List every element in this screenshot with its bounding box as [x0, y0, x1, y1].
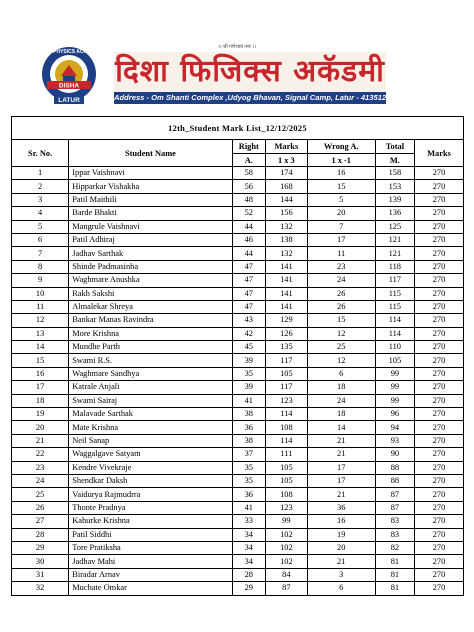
cell-marks: 174: [266, 167, 308, 180]
cell-marks: 156: [266, 207, 308, 220]
table-row: [12, 180, 464, 193]
table-row: [12, 220, 464, 233]
cell-student-name: Swami R.S.: [69, 354, 232, 367]
cell-wrong: 6: [307, 367, 375, 380]
cell-right: 47: [232, 260, 265, 273]
col-right-bottom: A.: [232, 154, 265, 167]
cell-out-of: 270: [415, 314, 464, 327]
cell-out-of: 270: [415, 300, 464, 313]
cell-wrong: 26: [307, 300, 375, 313]
cell-right: 39: [232, 381, 265, 394]
cell-student-name: Kendre Vivekraje: [69, 461, 232, 474]
cell-out-of: 270: [415, 220, 464, 233]
cell-wrong: 20: [307, 541, 375, 554]
cell-wrong: 24: [307, 394, 375, 407]
cell-wrong: 26: [307, 287, 375, 300]
table-row: [12, 381, 464, 394]
cell-out-of: 270: [415, 541, 464, 554]
table-body: [12, 167, 464, 596]
cell-sr-no: 3: [12, 193, 69, 206]
logo-ring-text: DISHA PHYSICS ACADEMY: [36, 49, 102, 55]
col-marks-top: Marks: [266, 140, 308, 154]
table-row: [12, 421, 464, 434]
cell-student-name: Neil Sanap: [69, 434, 232, 447]
cell-student-name: Jadhav Mahi: [69, 555, 232, 568]
cell-total: 83: [375, 528, 414, 541]
cell-sr-no: 14: [12, 341, 69, 354]
cell-marks: 135: [266, 341, 308, 354]
table-row: [12, 528, 464, 541]
cell-wrong: 24: [307, 274, 375, 287]
cell-sr-no: 5: [12, 220, 69, 233]
cell-sr-no: 10: [12, 287, 69, 300]
cell-wrong: 12: [307, 354, 375, 367]
cell-right: 52: [232, 207, 265, 220]
table-row: [12, 341, 464, 354]
cell-sr-no: 18: [12, 394, 69, 407]
cell-right: 47: [232, 274, 265, 287]
cell-student-name: Hipparkar Vishakha: [69, 180, 232, 193]
cell-out-of: 270: [415, 367, 464, 380]
col-sr-no: Sr. No.: [12, 140, 69, 167]
cell-wrong: 18: [307, 381, 375, 394]
cell-out-of: 270: [415, 448, 464, 461]
cell-total: 125: [375, 220, 414, 233]
cell-sr-no: 13: [12, 327, 69, 340]
cell-student-name: Swami Sairaj: [69, 394, 232, 407]
cell-sr-no: 1: [12, 167, 69, 180]
table-row: [12, 327, 464, 340]
cell-total: 121: [375, 247, 414, 260]
cell-right: 44: [232, 220, 265, 233]
cell-marks: 168: [266, 180, 308, 193]
col-student-name: Student Name: [69, 140, 232, 167]
cell-right: 47: [232, 300, 265, 313]
cell-sr-no: 8: [12, 260, 69, 273]
cell-student-name: Almalekar Shreya: [69, 300, 232, 313]
table-row: [12, 207, 464, 220]
table-row: [12, 287, 464, 300]
cell-student-name: Jadhav Sarthak: [69, 247, 232, 260]
cell-sr-no: 7: [12, 247, 69, 260]
cell-wrong: 21: [307, 434, 375, 447]
cell-out-of: 270: [415, 501, 464, 514]
cell-sr-no: 25: [12, 488, 69, 501]
cell-student-name: Katrale Anjali: [69, 381, 232, 394]
cell-marks: 87: [266, 582, 308, 595]
cell-wrong: 15: [307, 180, 375, 193]
cell-wrong: 36: [307, 501, 375, 514]
cell-marks: 102: [266, 541, 308, 554]
cell-student-name: Rakh Sakshi: [69, 287, 232, 300]
table-row: [12, 354, 464, 367]
mark-list-table: [11, 116, 464, 596]
cell-student-name: Patil Adhiraj: [69, 233, 232, 246]
cell-total: 81: [375, 582, 414, 595]
cell-right: 36: [232, 421, 265, 434]
cell-marks: 117: [266, 354, 308, 367]
cell-out-of: 270: [415, 167, 464, 180]
cell-out-of: 270: [415, 247, 464, 260]
cell-right: 35: [232, 461, 265, 474]
cell-out-of: 270: [415, 381, 464, 394]
cell-student-name: Mundhe Parth: [69, 341, 232, 354]
cell-total: 96: [375, 408, 414, 421]
cell-sr-no: 31: [12, 568, 69, 581]
cell-marks: 105: [266, 474, 308, 487]
cell-right: 47: [232, 287, 265, 300]
cell-out-of: 270: [415, 274, 464, 287]
cell-wrong: 17: [307, 233, 375, 246]
cell-marks: 105: [266, 461, 308, 474]
logo-banner-text: DISHA: [58, 82, 80, 90]
cell-marks: 144: [266, 193, 308, 206]
cell-out-of: 270: [415, 474, 464, 487]
cell-out-of: 270: [415, 180, 464, 193]
cell-sr-no: 21: [12, 434, 69, 447]
col-total-top: Total: [375, 140, 414, 154]
cell-wrong: 21: [307, 448, 375, 461]
cell-total: 87: [375, 488, 414, 501]
cell-right: 35: [232, 474, 265, 487]
cell-out-of: 270: [415, 233, 464, 246]
academy-seal-icon: [34, 45, 104, 107]
logo-base-text: LATUR: [58, 97, 80, 104]
cell-total: 90: [375, 448, 414, 461]
cell-wrong: 12: [307, 327, 375, 340]
cell-student-name: Shinde Padmasinha: [69, 260, 232, 273]
col-total-bottom: M.: [375, 154, 414, 167]
cell-out-of: 270: [415, 193, 464, 206]
col-out-of-marks: Marks: [415, 140, 464, 167]
table-row: [12, 488, 464, 501]
cell-right: 34: [232, 555, 265, 568]
table-row: [12, 233, 464, 246]
cell-out-of: 270: [415, 207, 464, 220]
cell-wrong: 21: [307, 555, 375, 568]
cell-student-name: Waghmare Anushka: [69, 274, 232, 287]
cell-sr-no: 23: [12, 461, 69, 474]
cell-marks: 99: [266, 515, 308, 528]
cell-out-of: 270: [415, 515, 464, 528]
cell-right: 28: [232, 568, 265, 581]
cell-out-of: 270: [415, 568, 464, 581]
cell-wrong: 5: [307, 193, 375, 206]
cell-out-of: 270: [415, 582, 464, 595]
cell-student-name: Vaidurya Rajmudrra: [69, 488, 232, 501]
cell-out-of: 270: [415, 287, 464, 300]
cell-student-name: Tore Pratiksha: [69, 541, 232, 554]
cell-right: 37: [232, 448, 265, 461]
cell-marks: 102: [266, 555, 308, 568]
table-row: [12, 167, 464, 180]
cell-right: 41: [232, 394, 265, 407]
cell-sr-no: 16: [12, 367, 69, 380]
cell-total: 83: [375, 515, 414, 528]
cell-sr-no: 20: [12, 421, 69, 434]
cell-student-name: Kahurke Krishna: [69, 515, 232, 528]
cell-wrong: 6: [307, 582, 375, 595]
cell-out-of: 270: [415, 341, 464, 354]
col-right-top: Right: [232, 140, 265, 154]
cell-wrong: 3: [307, 568, 375, 581]
cell-right: 43: [232, 314, 265, 327]
table-row: [12, 555, 464, 568]
cell-out-of: 270: [415, 555, 464, 568]
table-row: [12, 394, 464, 407]
cell-sr-no: 24: [12, 474, 69, 487]
cell-right: 29: [232, 582, 265, 595]
table-row: [12, 474, 464, 487]
cell-total: 82: [375, 541, 414, 554]
cell-student-name: Mangrule Vaishnavi: [69, 220, 232, 233]
cell-student-name: Waghmare Sandhya: [69, 367, 232, 380]
cell-sr-no: 32: [12, 582, 69, 595]
cell-right: 39: [232, 354, 265, 367]
address-bar: Address - Om Shanti Complex ,Udyog Bhavan, Signal Camp, Latur - 413512: [114, 93, 386, 102]
cell-wrong: 21: [307, 488, 375, 501]
brand-name: दिशा फिजिक्स अकॅडमी: [115, 54, 385, 89]
cell-right: 42: [232, 327, 265, 340]
table-row: [12, 434, 464, 447]
cell-out-of: 270: [415, 528, 464, 541]
table-row: [12, 274, 464, 287]
cell-right: 58: [232, 167, 265, 180]
table-row: [12, 260, 464, 273]
cell-wrong: 18: [307, 408, 375, 421]
cell-sr-no: 12: [12, 314, 69, 327]
cell-sr-no: 2: [12, 180, 69, 193]
cell-right: 45: [232, 341, 265, 354]
cell-student-name: Patil Maithili: [69, 193, 232, 206]
cell-wrong: 20: [307, 207, 375, 220]
cell-right: 38: [232, 408, 265, 421]
cell-out-of: 270: [415, 434, 464, 447]
cell-student-name: Ippar Vaishnavi: [69, 167, 232, 180]
cell-total: 99: [375, 367, 414, 380]
cell-sr-no: 19: [12, 408, 69, 421]
cell-total: 94: [375, 421, 414, 434]
table-row: [12, 367, 464, 380]
cell-total: 81: [375, 568, 414, 581]
cell-sr-no: 29: [12, 541, 69, 554]
table-row: [12, 314, 464, 327]
cell-student-name: Barde Bhakti: [69, 207, 232, 220]
cell-sr-no: 26: [12, 501, 69, 514]
cell-total: 117: [375, 274, 414, 287]
cell-student-name: Bankar Manas Ravindra: [69, 314, 232, 327]
cell-out-of: 270: [415, 260, 464, 273]
cell-total: 87: [375, 501, 414, 514]
table-row: [12, 300, 464, 313]
col-wrong-bottom: 1 x -1: [307, 154, 375, 167]
cell-total: 114: [375, 314, 414, 327]
cell-total: 88: [375, 474, 414, 487]
cell-sr-no: 9: [12, 274, 69, 287]
table-row: [12, 501, 464, 514]
cell-student-name: More Krishna: [69, 327, 232, 340]
cell-wrong: 25: [307, 341, 375, 354]
cell-total: 114: [375, 327, 414, 340]
cell-right: 41: [232, 501, 265, 514]
cell-out-of: 270: [415, 408, 464, 421]
table-row: [12, 247, 464, 260]
cell-total: 139: [375, 193, 414, 206]
cell-marks: 84: [266, 568, 308, 581]
cell-right: 36: [232, 488, 265, 501]
table-row: [12, 541, 464, 554]
cell-right: 44: [232, 247, 265, 260]
cell-out-of: 270: [415, 421, 464, 434]
cell-marks: 114: [266, 408, 308, 421]
cell-marks: 126: [266, 327, 308, 340]
cell-student-name: Waggalgave Satyam: [69, 448, 232, 461]
cell-marks: 141: [266, 287, 308, 300]
cell-wrong: 16: [307, 167, 375, 180]
cell-total: 81: [375, 555, 414, 568]
cell-total: 99: [375, 381, 414, 394]
cell-student-name: Muchate Omkar: [69, 582, 232, 595]
cell-total: 118: [375, 260, 414, 273]
cell-sr-no: 28: [12, 528, 69, 541]
table-row: [12, 193, 464, 206]
table-row: [12, 582, 464, 595]
cell-wrong: 17: [307, 461, 375, 474]
cell-total: 115: [375, 287, 414, 300]
cell-total: 158: [375, 167, 414, 180]
cell-right: 38: [232, 434, 265, 447]
cell-student-name: Thonte Pradnya: [69, 501, 232, 514]
cell-total: 136: [375, 207, 414, 220]
cell-wrong: 16: [307, 515, 375, 528]
table-title: 12th_Student Mark List_12/12/2025: [12, 117, 464, 140]
table-row: [12, 515, 464, 528]
cell-sr-no: 6: [12, 233, 69, 246]
cell-student-name: Shendkar Daksh: [69, 474, 232, 487]
cell-wrong: 17: [307, 474, 375, 487]
tagline: ।। श्री गणेशाय नमः ।।: [217, 45, 257, 50]
cell-sr-no: 17: [12, 381, 69, 394]
cell-marks: 141: [266, 300, 308, 313]
cell-right: 34: [232, 528, 265, 541]
cell-wrong: 11: [307, 247, 375, 260]
cell-wrong: 23: [307, 260, 375, 273]
cell-total: 105: [375, 354, 414, 367]
cell-total: 115: [375, 300, 414, 313]
cell-out-of: 270: [415, 488, 464, 501]
cell-student-name: Patil Siddhi: [69, 528, 232, 541]
col-wrong-top: Wrong A.: [307, 140, 375, 154]
cell-marks: 123: [266, 394, 308, 407]
cell-marks: 123: [266, 501, 308, 514]
table-row: [12, 568, 464, 581]
cell-right: 35: [232, 367, 265, 380]
cell-marks: 141: [266, 274, 308, 287]
cell-out-of: 270: [415, 354, 464, 367]
cell-sr-no: 11: [12, 300, 69, 313]
cell-marks: 114: [266, 434, 308, 447]
cell-total: 99: [375, 394, 414, 407]
cell-out-of: 270: [415, 327, 464, 340]
cell-sr-no: 30: [12, 555, 69, 568]
table-row: [12, 461, 464, 474]
cell-right: 46: [232, 233, 265, 246]
cell-total: 121: [375, 233, 414, 246]
cell-marks: 108: [266, 421, 308, 434]
cell-total: 153: [375, 180, 414, 193]
cell-marks: 108: [266, 488, 308, 501]
cell-total: 93: [375, 434, 414, 447]
cell-sr-no: 22: [12, 448, 69, 461]
cell-out-of: 270: [415, 461, 464, 474]
cell-marks: 138: [266, 233, 308, 246]
cell-marks: 132: [266, 247, 308, 260]
cell-wrong: 19: [307, 528, 375, 541]
cell-total: 110: [375, 341, 414, 354]
cell-total: 88: [375, 461, 414, 474]
cell-marks: 105: [266, 367, 308, 380]
cell-student-name: Malavade Sarthak: [69, 408, 232, 421]
cell-sr-no: 27: [12, 515, 69, 528]
table-row: [12, 408, 464, 421]
cell-wrong: 7: [307, 220, 375, 233]
cell-marks: 129: [266, 314, 308, 327]
cell-right: 48: [232, 193, 265, 206]
cell-sr-no: 4: [12, 207, 69, 220]
brand-banner: [114, 52, 386, 92]
cell-marks: 102: [266, 528, 308, 541]
table-row: [12, 448, 464, 461]
cell-out-of: 270: [415, 394, 464, 407]
cell-wrong: 15: [307, 314, 375, 327]
col-marks-bottom: 1 x 3: [266, 154, 308, 167]
cell-marks: 111: [266, 448, 308, 461]
cell-student-name: Mate Krishna: [69, 421, 232, 434]
cell-wrong: 14: [307, 421, 375, 434]
cell-marks: 132: [266, 220, 308, 233]
cell-right: 34: [232, 541, 265, 554]
cell-right: 56: [232, 180, 265, 193]
cell-student-name: Biradar Arnav: [69, 568, 232, 581]
cell-sr-no: 15: [12, 354, 69, 367]
cell-marks: 117: [266, 381, 308, 394]
cell-marks: 141: [266, 260, 308, 273]
cell-right: 33: [232, 515, 265, 528]
